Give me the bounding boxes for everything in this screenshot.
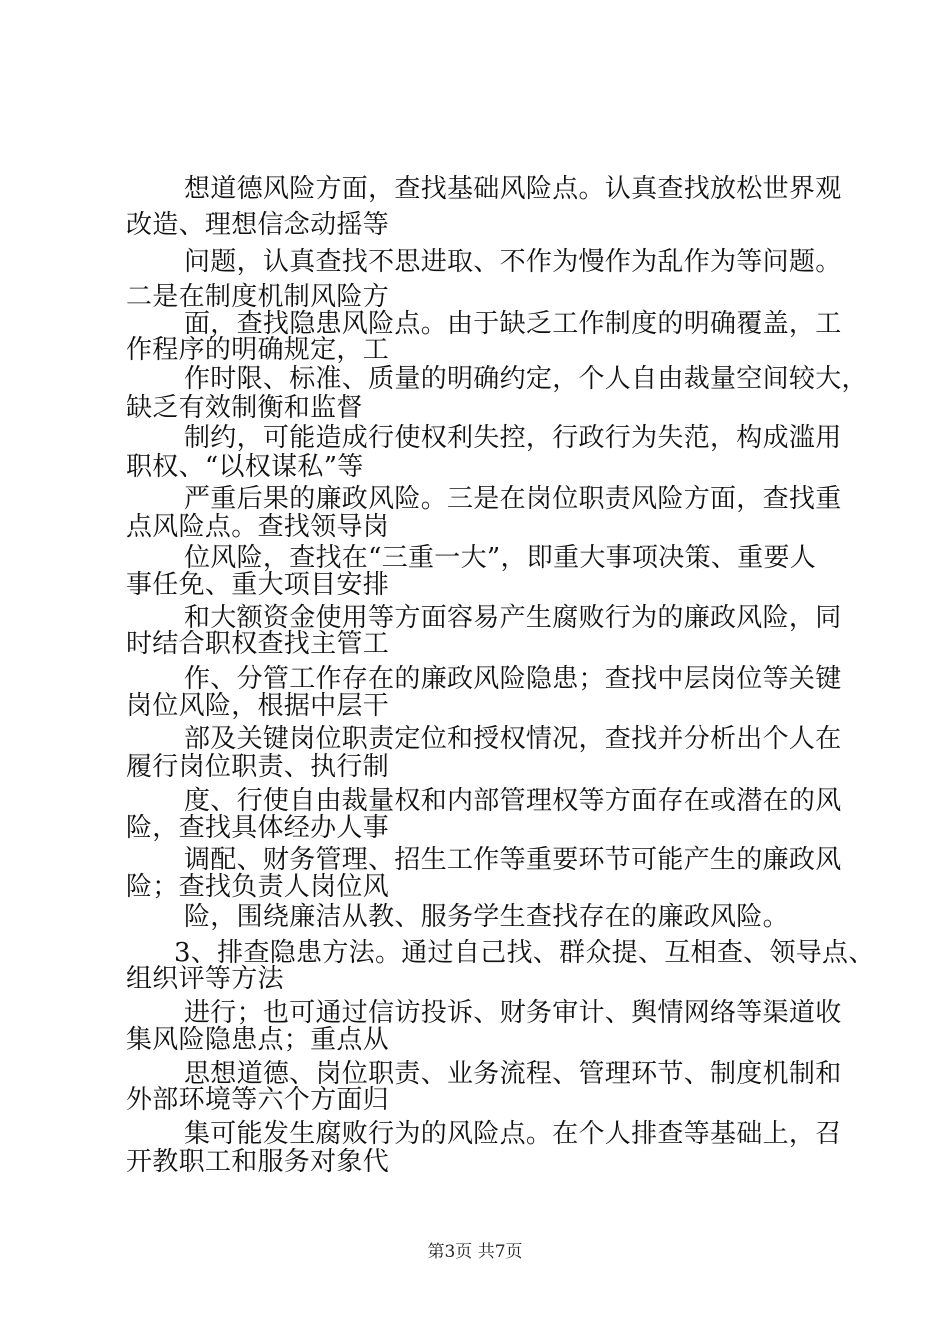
text-line: 时结合职权查找主管工 <box>126 629 390 659</box>
text-line: 事任免、重大项目安排 <box>126 570 390 600</box>
text-line: 职权、“以权谋私”等 <box>126 452 364 482</box>
text-line: 调配、财务管理、招生工作等重要环节可能产生的廉政风 <box>184 845 842 875</box>
text-line: 改造、理想信念动摇等 <box>126 210 390 240</box>
text-line: 险；查找负责人岗位风 <box>126 872 390 902</box>
text-line: 作程序的明确规定，工 <box>126 335 390 365</box>
text-line: 集风险隐患点；重点从 <box>126 1025 390 1055</box>
text-line: 组织评等方法 <box>126 964 284 994</box>
text-line: 险，查找具体经办人事 <box>126 813 390 843</box>
text-line: 险，围绕廉洁从教、服务学生查找存在的廉政风险。 <box>184 902 789 932</box>
text-line: 岗位风险，根据中层干 <box>126 691 390 721</box>
text-line: 开教职工和服务对象代 <box>126 1147 390 1177</box>
text-line: 部及关键岗位职责定位和授权情况，查找并分析出个人在 <box>184 724 842 754</box>
text-line: 二是在制度机制风险方 <box>126 282 390 312</box>
text-line: 点风险点。查找领导岗 <box>126 512 390 542</box>
text-line: 位风险，查找在“三重一大”，即重大事项决策、重要人 <box>184 543 817 573</box>
text-line: 度、行使自由裁量权和内部管理权等方面存在或潜在的风 <box>184 786 842 816</box>
text-line: 缺乏有效制衡和监督 <box>126 393 363 423</box>
text-line: 问题，认真查找不思进取、不作为慢作为乱作为等问题。 <box>184 247 842 277</box>
text-line: 3、排查隐患方法。通过自己找、群众提、互相查、领导点、 <box>174 938 875 968</box>
text-line: 和大额资金使用等方面容易产生腐败行为的廉政风险，同 <box>184 603 842 633</box>
text-line: 履行岗位职责、执行制 <box>126 752 390 782</box>
text-line: 作、分管工作存在的廉政风险隐患；查找中层岗位等关键 <box>184 664 842 694</box>
text-line: 进行；也可通过信访投诉、财务审计、舆情网络等渠道收 <box>184 998 842 1028</box>
text-line: 想道德风险方面，查找基础风险点。认真查找放松世界观 <box>184 174 842 204</box>
text-line: 面，查找隐患风险点。由于缺乏工作制度的明确覆盖，工 <box>184 309 842 339</box>
text-line: 集可能发生腐败行为的风险点。在个人排查等基础上，召 <box>184 1119 842 1149</box>
text-line: 思想道德、岗位职责、业务流程、管理环节、制度机制和 <box>184 1059 842 1089</box>
page-number-footer: 第3页 共7页 <box>427 1242 523 1262</box>
text-line: 作时限、标准、质量的明确约定，个人自由裁量空间较大， <box>184 364 868 394</box>
text-line: 外部环境等六个方面归 <box>126 1085 390 1115</box>
text-line: 制约，可能造成行使权利失控，行政行为失范，构成滥用 <box>184 423 842 453</box>
text-line: 严重后果的廉政风险。三是在岗位职责风险方面，查找重 <box>184 484 842 514</box>
